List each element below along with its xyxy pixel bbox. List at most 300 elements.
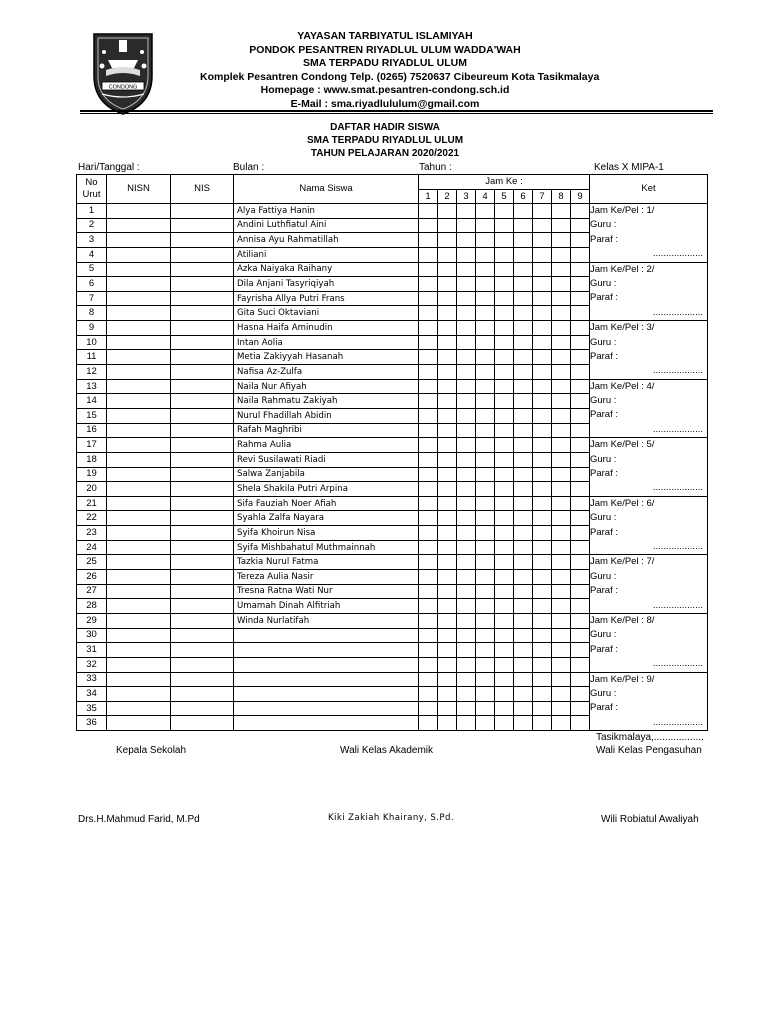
attendance-cell-jam-6 — [514, 423, 533, 438]
row-no: 10 — [77, 335, 107, 350]
row-nisn — [107, 570, 171, 585]
attendance-cell-jam-6 — [514, 496, 533, 511]
attendance-cell-jam-9 — [571, 204, 590, 219]
attendance-cell-jam-8 — [552, 496, 571, 511]
attendance-cell-jam-6 — [514, 687, 533, 702]
row-nis — [171, 687, 234, 702]
attendance-cell-jam-9 — [571, 408, 590, 423]
attendance-cell-jam-7 — [533, 291, 552, 306]
ket-signature-line: ................... — [652, 248, 703, 260]
attendance-cell-jam-5 — [495, 570, 514, 585]
attendance-cell-jam-4 — [476, 540, 495, 555]
attendance-cell-jam-6 — [514, 570, 533, 585]
header-no-urut — [77, 175, 107, 204]
row-nisn — [107, 584, 171, 599]
row-nis — [171, 628, 234, 643]
attendance-cell-jam-9 — [571, 687, 590, 702]
attendance-cell-jam-4 — [476, 657, 495, 672]
attendance-cell-jam-2 — [438, 335, 457, 350]
row-nama-siswa: Winda Nurlatifah — [234, 613, 419, 628]
attendance-cell-jam-3 — [457, 438, 476, 453]
attendance-cell-jam-8 — [552, 204, 571, 219]
row-nis — [171, 233, 234, 248]
attendance-cell-jam-1 — [419, 687, 438, 702]
signature-name-kepala-sekolah: Drs.H.Mahmud Farid, M.Pd — [78, 814, 200, 825]
ket-paraf: Paraf : — [590, 350, 618, 362]
attendance-cell-jam-1 — [419, 262, 438, 277]
attendance-cell-jam-8 — [552, 262, 571, 277]
attendance-cell-jam-7 — [533, 628, 552, 643]
attendance-cell-jam-6 — [514, 233, 533, 248]
attendance-cell-jam-8 — [552, 716, 571, 731]
header-urut: Urut — [82, 189, 101, 200]
attendance-cell-jam-4 — [476, 438, 495, 453]
foundation-name: YAYASAN TARBIYATUL ISLAMIYAH — [297, 30, 473, 42]
row-no: 22 — [77, 511, 107, 526]
attendance-cell-jam-8 — [552, 394, 571, 409]
row-nama-siswa: Shela Shakila Putri Arpina — [234, 482, 419, 497]
attendance-cell-jam-6 — [514, 204, 533, 219]
row-nama-siswa: Syifa Khoirun Nisa — [234, 526, 419, 541]
row-no: 23 — [77, 526, 107, 541]
attendance-cell-jam-1 — [419, 628, 438, 643]
attendance-cell-jam-7 — [533, 657, 552, 672]
attendance-cell-jam-7 — [533, 452, 552, 467]
attendance-cell-jam-4 — [476, 701, 495, 716]
row-nisn — [107, 350, 171, 365]
attendance-cell-jam-3 — [457, 687, 476, 702]
attendance-cell-jam-4 — [476, 379, 495, 394]
ket-paraf: Paraf : — [590, 702, 618, 714]
attendance-cell-jam-9 — [571, 291, 590, 306]
attendance-cell-jam-5 — [495, 247, 514, 262]
attendance-cell-jam-1 — [419, 277, 438, 292]
attendance-cell-jam-5 — [495, 438, 514, 453]
attendance-cell-jam-5 — [495, 467, 514, 482]
attendance-cell-jam-6 — [514, 262, 533, 277]
header-jam-9: 9 — [571, 190, 590, 204]
attendance-cell-jam-6 — [514, 335, 533, 350]
attendance-cell-jam-6 — [514, 277, 533, 292]
attendance-cell-jam-8 — [552, 526, 571, 541]
attendance-cell-jam-3 — [457, 218, 476, 233]
attendance-cell-jam-4 — [476, 204, 495, 219]
attendance-cell-jam-3 — [457, 335, 476, 350]
row-nama-siswa: Gita Suci Oktaviani — [234, 306, 419, 321]
row-nis — [171, 321, 234, 336]
attendance-cell-jam-9 — [571, 394, 590, 409]
attendance-cell-jam-5 — [495, 452, 514, 467]
attendance-cell-jam-1 — [419, 306, 438, 321]
attendance-cell-jam-5 — [495, 657, 514, 672]
row-nis — [171, 204, 234, 219]
attendance-cell-jam-2 — [438, 379, 457, 394]
attendance-cell-jam-1 — [419, 467, 438, 482]
attendance-cell-jam-2 — [438, 570, 457, 585]
attendance-cell-jam-2 — [438, 628, 457, 643]
attendance-cell-jam-4 — [476, 643, 495, 658]
attendance-cell-jam-7 — [533, 247, 552, 262]
attendance-cell-jam-5 — [495, 584, 514, 599]
row-no: 4 — [77, 247, 107, 262]
row-nama-siswa: Syahla Zalfa Nayara — [234, 511, 419, 526]
attendance-cell-jam-5 — [495, 335, 514, 350]
attendance-cell-jam-8 — [552, 247, 571, 262]
attendance-cell-jam-6 — [514, 379, 533, 394]
attendance-cell-jam-3 — [457, 613, 476, 628]
attendance-cell-jam-7 — [533, 365, 552, 380]
attendance-cell-jam-9 — [571, 365, 590, 380]
attendance-cell-jam-8 — [552, 555, 571, 570]
ket-group — [590, 321, 708, 380]
attendance-cell-jam-2 — [438, 365, 457, 380]
row-nis — [171, 438, 234, 453]
attendance-cell-jam-9 — [571, 350, 590, 365]
row-no: 8 — [77, 306, 107, 321]
attendance-cell-jam-7 — [533, 584, 552, 599]
ket-paraf: Paraf : — [590, 233, 618, 245]
attendance-cell-jam-6 — [514, 218, 533, 233]
row-nisn — [107, 379, 171, 394]
attendance-cell-jam-8 — [552, 672, 571, 687]
row-nisn — [107, 599, 171, 614]
ket-group — [590, 555, 708, 614]
attendance-cell-jam-1 — [419, 218, 438, 233]
ket-signature-line: ................... — [652, 365, 703, 377]
attendance-cell-jam-7 — [533, 701, 552, 716]
attendance-cell-jam-8 — [552, 423, 571, 438]
ket-jam-pelajaran: Jam Ke/Pel : 3/ — [590, 322, 655, 334]
attendance-cell-jam-9 — [571, 423, 590, 438]
attendance-cell-jam-3 — [457, 657, 476, 672]
attendance-cell-jam-3 — [457, 716, 476, 731]
row-nama-siswa: Fayrisha Allya Putri Frans — [234, 291, 419, 306]
row-nis — [171, 672, 234, 687]
row-nisn — [107, 438, 171, 453]
row-nama-siswa: Umamah Dinah Alfitriah — [234, 599, 419, 614]
attendance-cell-jam-6 — [514, 365, 533, 380]
row-nis — [171, 526, 234, 541]
attendance-cell-jam-8 — [552, 540, 571, 555]
attendance-cell-jam-3 — [457, 408, 476, 423]
attendance-cell-jam-2 — [438, 701, 457, 716]
attendance-cell-jam-9 — [571, 233, 590, 248]
row-nama-siswa: Nurul Fhadillah Abidin — [234, 408, 419, 423]
attendance-cell-jam-6 — [514, 438, 533, 453]
table-row — [77, 555, 708, 570]
row-no: 18 — [77, 452, 107, 467]
attendance-cell-jam-5 — [495, 716, 514, 731]
attendance-cell-jam-7 — [533, 350, 552, 365]
attendance-cell-jam-6 — [514, 408, 533, 423]
header-jam-8: 8 — [552, 190, 571, 204]
header-jam-ke: Jam Ke : — [419, 175, 590, 190]
attendance-cell-jam-8 — [552, 628, 571, 643]
row-nama-siswa — [234, 672, 419, 687]
attendance-cell-jam-1 — [419, 233, 438, 248]
attendance-cell-jam-6 — [514, 672, 533, 687]
attendance-cell-jam-7 — [533, 526, 552, 541]
attendance-cell-jam-9 — [571, 599, 590, 614]
attendance-cell-jam-7 — [533, 233, 552, 248]
attendance-cell-jam-7 — [533, 540, 552, 555]
title-line-1: DAFTAR HADIR SISWA — [330, 122, 440, 133]
attendance-cell-jam-9 — [571, 467, 590, 482]
ket-jam-pelajaran: Jam Ke/Pel : 8/ — [590, 614, 655, 626]
row-nama-siswa — [234, 657, 419, 672]
attendance-cell-jam-1 — [419, 423, 438, 438]
attendance-cell-jam-8 — [552, 438, 571, 453]
attendance-cell-jam-5 — [495, 540, 514, 555]
attendance-cell-jam-8 — [552, 335, 571, 350]
table-header-row — [77, 175, 708, 190]
attendance-cell-jam-5 — [495, 321, 514, 336]
attendance-cell-jam-3 — [457, 540, 476, 555]
header-jam-5: 5 — [495, 190, 514, 204]
attendance-cell-jam-1 — [419, 394, 438, 409]
attendance-cell-jam-4 — [476, 555, 495, 570]
attendance-cell-jam-7 — [533, 218, 552, 233]
attendance-cell-jam-5 — [495, 306, 514, 321]
row-nama-siswa — [234, 687, 419, 702]
row-nama-siswa: Sifa Fauziah Noer Afiah — [234, 496, 419, 511]
title-line-3: TAHUN PELAJARAN 2020/2021 — [310, 148, 460, 159]
ket-group — [590, 672, 708, 731]
meta-bulan: Bulan : — [233, 162, 265, 173]
row-nama-siswa: Naila Rahmatu Zakiyah — [234, 394, 419, 409]
attendance-cell-jam-8 — [552, 687, 571, 702]
ket-paraf: Paraf : — [590, 585, 618, 597]
attendance-cell-jam-4 — [476, 394, 495, 409]
attendance-cell-jam-1 — [419, 672, 438, 687]
row-nis — [171, 452, 234, 467]
row-nama-siswa: Azka Naiyaka Raihany — [234, 262, 419, 277]
attendance-cell-jam-2 — [438, 511, 457, 526]
signature-name-wali-pengasuhan: Wili Robiatul Awaliyah — [601, 814, 699, 825]
attendance-cell-jam-4 — [476, 628, 495, 643]
ket-signature-line: ................... — [652, 658, 703, 670]
attendance-cell-jam-3 — [457, 628, 476, 643]
attendance-cell-jam-6 — [514, 482, 533, 497]
attendance-cell-jam-1 — [419, 496, 438, 511]
row-no: 30 — [77, 628, 107, 643]
attendance-cell-jam-8 — [552, 657, 571, 672]
attendance-cell-jam-5 — [495, 526, 514, 541]
attendance-cell-jam-2 — [438, 687, 457, 702]
attendance-cell-jam-6 — [514, 555, 533, 570]
row-nisn — [107, 657, 171, 672]
attendance-cell-jam-4 — [476, 277, 495, 292]
row-nisn — [107, 247, 171, 262]
row-no: 17 — [77, 438, 107, 453]
row-nis — [171, 291, 234, 306]
attendance-cell-jam-4 — [476, 716, 495, 731]
row-nisn — [107, 394, 171, 409]
attendance-cell-jam-5 — [495, 701, 514, 716]
attendance-cell-jam-7 — [533, 570, 552, 585]
attendance-cell-jam-9 — [571, 482, 590, 497]
attendance-cell-jam-1 — [419, 716, 438, 731]
ket-signature-line: ................... — [652, 599, 703, 611]
attendance-cell-jam-3 — [457, 262, 476, 277]
row-nama-siswa: Dila Anjani Tasyriqiyah — [234, 277, 419, 292]
ket-group — [590, 262, 708, 321]
attendance-cell-jam-9 — [571, 628, 590, 643]
meta-kelas: Kelas X MIPA-1 — [594, 162, 664, 173]
row-no: 25 — [77, 555, 107, 570]
ket-signature-line: ................... — [652, 423, 703, 435]
attendance-table — [76, 174, 708, 731]
row-nama-siswa: Nafisa Az-Zulfa — [234, 365, 419, 380]
row-nama-siswa: Alya Fattiya Hanin — [234, 204, 419, 219]
attendance-cell-jam-3 — [457, 672, 476, 687]
attendance-cell-jam-6 — [514, 511, 533, 526]
attendance-cell-jam-5 — [495, 394, 514, 409]
attendance-cell-jam-3 — [457, 204, 476, 219]
attendance-cell-jam-8 — [552, 584, 571, 599]
attendance-cell-jam-4 — [476, 613, 495, 628]
attendance-cell-jam-5 — [495, 496, 514, 511]
ket-guru: Guru : — [590, 453, 617, 465]
row-no: 6 — [77, 277, 107, 292]
attendance-cell-jam-1 — [419, 247, 438, 262]
ket-paraf: Paraf : — [590, 643, 618, 655]
attendance-cell-jam-4 — [476, 350, 495, 365]
attendance-cell-jam-4 — [476, 526, 495, 541]
attendance-cell-jam-9 — [571, 613, 590, 628]
row-nis — [171, 701, 234, 716]
row-no: 33 — [77, 672, 107, 687]
row-no: 32 — [77, 657, 107, 672]
attendance-cell-jam-3 — [457, 555, 476, 570]
ket-group — [590, 496, 708, 555]
row-nama-siswa: Andini Luthfiatul Aini — [234, 218, 419, 233]
row-nis — [171, 643, 234, 658]
attendance-cell-jam-1 — [419, 365, 438, 380]
attendance-cell-jam-8 — [552, 277, 571, 292]
row-nis — [171, 408, 234, 423]
row-nis — [171, 555, 234, 570]
meta-hari-tanggal: Hari/Tanggal : — [78, 162, 140, 173]
attendance-cell-jam-5 — [495, 291, 514, 306]
attendance-cell-jam-5 — [495, 687, 514, 702]
attendance-cell-jam-5 — [495, 262, 514, 277]
attendance-cell-jam-6 — [514, 540, 533, 555]
ket-signature-line: ................... — [652, 306, 703, 318]
row-nisn — [107, 204, 171, 219]
attendance-cell-jam-7 — [533, 262, 552, 277]
attendance-cell-jam-6 — [514, 584, 533, 599]
attendance-cell-jam-9 — [571, 555, 590, 570]
row-no: 14 — [77, 394, 107, 409]
attendance-cell-jam-9 — [571, 716, 590, 731]
table-row — [77, 672, 708, 687]
attendance-cell-jam-4 — [476, 291, 495, 306]
attendance-cell-jam-8 — [552, 408, 571, 423]
attendance-cell-jam-9 — [571, 247, 590, 262]
attendance-cell-jam-1 — [419, 335, 438, 350]
attendance-cell-jam-5 — [495, 628, 514, 643]
letterhead — [200, 30, 600, 112]
header-jam-6: 6 — [514, 190, 533, 204]
attendance-cell-jam-5 — [495, 277, 514, 292]
attendance-cell-jam-4 — [476, 482, 495, 497]
row-nisn — [107, 335, 171, 350]
signature-place-date: Tasikmalaya,.................. — [596, 732, 704, 743]
attendance-cell-jam-2 — [438, 408, 457, 423]
attendance-cell-jam-4 — [476, 599, 495, 614]
attendance-cell-jam-6 — [514, 657, 533, 672]
attendance-cell-jam-8 — [552, 291, 571, 306]
attendance-cell-jam-2 — [438, 599, 457, 614]
attendance-cell-jam-2 — [438, 321, 457, 336]
attendance-cell-jam-5 — [495, 511, 514, 526]
row-no: 24 — [77, 540, 107, 555]
row-nama-siswa — [234, 643, 419, 658]
attendance-cell-jam-2 — [438, 467, 457, 482]
ket-guru: Guru : — [590, 395, 617, 407]
attendance-cell-jam-4 — [476, 570, 495, 585]
attendance-cell-jam-2 — [438, 452, 457, 467]
ket-guru: Guru : — [590, 336, 617, 348]
attendance-cell-jam-8 — [552, 218, 571, 233]
attendance-cell-jam-2 — [438, 218, 457, 233]
school-homepage: Homepage : www.smat.pesantren-condong.sch.id — [260, 84, 510, 97]
attendance-cell-jam-4 — [476, 321, 495, 336]
attendance-cell-jam-2 — [438, 204, 457, 219]
attendance-cell-jam-5 — [495, 408, 514, 423]
ket-jam-pelajaran: Jam Ke/Pel : 7/ — [590, 556, 655, 568]
attendance-cell-jam-7 — [533, 687, 552, 702]
letterhead-rule — [80, 110, 713, 112]
attendance-cell-jam-6 — [514, 599, 533, 614]
row-no: 13 — [77, 379, 107, 394]
attendance-cell-jam-4 — [476, 511, 495, 526]
attendance-cell-jam-1 — [419, 599, 438, 614]
attendance-cell-jam-8 — [552, 379, 571, 394]
attendance-cell-jam-8 — [552, 613, 571, 628]
row-nama-siswa: Tresna Ratna Wati Nur — [234, 584, 419, 599]
attendance-cell-jam-8 — [552, 643, 571, 658]
row-nisn — [107, 496, 171, 511]
attendance-cell-jam-9 — [571, 379, 590, 394]
row-no: 34 — [77, 687, 107, 702]
row-nisn — [107, 408, 171, 423]
attendance-cell-jam-2 — [438, 306, 457, 321]
attendance-cell-jam-9 — [571, 277, 590, 292]
attendance-cell-jam-6 — [514, 350, 533, 365]
row-no: 26 — [77, 570, 107, 585]
row-nisn — [107, 321, 171, 336]
ket-paraf: Paraf : — [590, 409, 618, 421]
ket-jam-pelajaran: Jam Ke/Pel : 1/ — [590, 205, 655, 216]
row-no: 28 — [77, 599, 107, 614]
row-nama-siswa — [234, 628, 419, 643]
attendance-cell-jam-1 — [419, 482, 438, 497]
row-no: 2 — [77, 218, 107, 233]
ket-paraf: Paraf : — [590, 526, 618, 538]
signature-name-wali-akademik: Kiki Zakiah Khairany, S.Pd. — [328, 813, 454, 823]
attendance-cell-jam-7 — [533, 277, 552, 292]
row-nisn — [107, 306, 171, 321]
ket-guru: Guru : — [590, 629, 617, 641]
header-no: No — [85, 177, 98, 188]
attendance-cell-jam-9 — [571, 584, 590, 599]
row-no: 27 — [77, 584, 107, 599]
attendance-cell-jam-3 — [457, 701, 476, 716]
attendance-cell-jam-4 — [476, 452, 495, 467]
row-nisn — [107, 291, 171, 306]
